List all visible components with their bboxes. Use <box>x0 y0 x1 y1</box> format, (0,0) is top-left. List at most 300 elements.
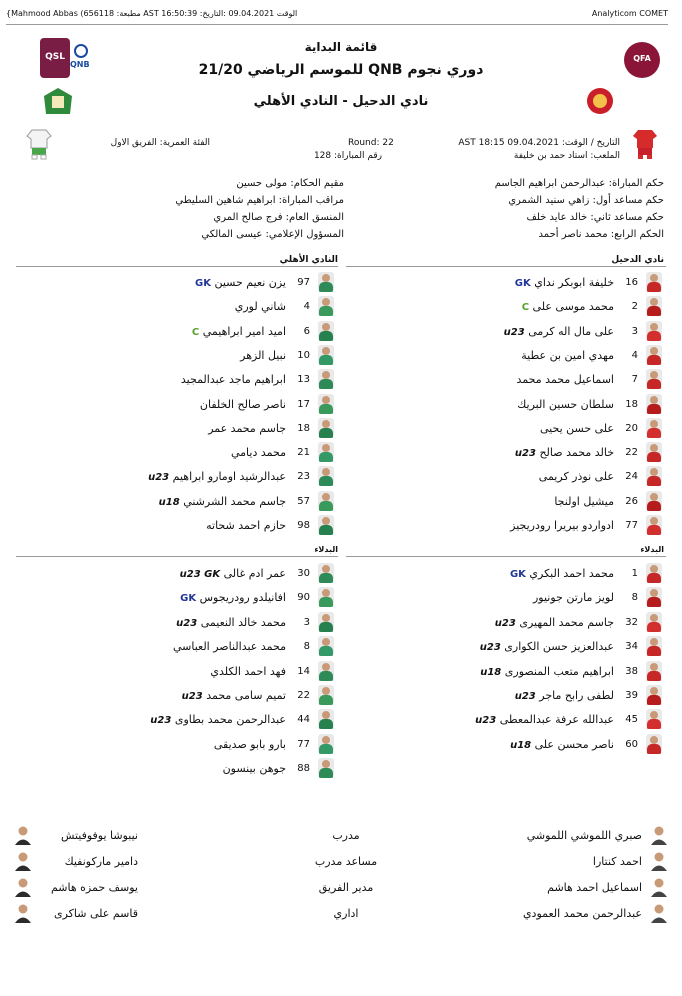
match-round: Round: 22 <box>348 138 394 148</box>
player-photo-shirt <box>647 671 661 681</box>
away-staff-name: يوسف حمزه هاشم <box>50 881 138 894</box>
player-name-text: محمد موسى على <box>532 300 614 314</box>
player-name-text: نبيل الزهر <box>240 348 286 362</box>
player-photo-head <box>650 444 658 452</box>
official-coordinator: المنسق العام: فرج صالح المري <box>213 212 344 223</box>
player-photo-head <box>322 371 330 379</box>
home-staff-name: احمد كنتارا <box>592 855 642 868</box>
player-photo-head <box>650 347 658 355</box>
player-name <box>206 519 286 532</box>
player-photo-icon <box>318 758 334 778</box>
official-assistant-1: حكم مساعد أول: زاهي سنيد الشمري <box>508 195 664 206</box>
player-photo-icon <box>318 272 334 292</box>
player-photo-icon <box>646 369 662 389</box>
player-photo-shirt <box>647 379 661 389</box>
player-photo-head <box>322 274 330 282</box>
player-name <box>200 398 286 411</box>
player-row <box>346 685 666 707</box>
home-club-crest <box>585 86 615 116</box>
print-meta: {Mahmood Abbas (656118 :مطبعة AST 16:50:39 :الوقت 09.04.2021 :التاريخ <box>6 9 298 18</box>
player-name <box>235 300 286 313</box>
player-tag: u23 <box>176 617 198 629</box>
player-number: 17 <box>297 398 310 410</box>
official-assistant-2: حكم مساعد ثاني: خالد عايد خلف <box>526 212 664 223</box>
player-row <box>346 442 666 464</box>
player-tag: u23 <box>475 715 497 727</box>
player-photo-icon <box>646 442 662 462</box>
player-name <box>223 762 286 775</box>
player-photo-shirt <box>319 428 333 438</box>
home-staff-name: صبري اللموشي اللموشي <box>526 829 642 842</box>
match-stadium: الملعب: استاد حمد بن خليفة <box>513 151 620 161</box>
player-photo-shirt <box>319 306 333 316</box>
player-number: 39 <box>625 690 638 701</box>
player-photo-icon <box>646 321 662 341</box>
player-row <box>16 563 338 585</box>
player-photo-head <box>650 565 658 573</box>
player-name-text: تميم سامى محمد <box>206 689 286 702</box>
away-subs-divider <box>16 556 338 557</box>
player-photo-icon <box>646 636 662 656</box>
player-name <box>180 567 286 580</box>
player-photo-head <box>322 663 330 671</box>
player-name <box>180 591 286 604</box>
player-name <box>517 373 614 386</box>
player-photo-head <box>650 396 658 404</box>
player-row <box>16 636 338 658</box>
home-kit-icon <box>632 128 658 160</box>
away-subs-list <box>16 563 338 783</box>
player-photo-head <box>322 687 330 695</box>
official-media: المسؤول الإعلامي: عيسى المالكي <box>201 229 344 240</box>
player-photo-head <box>322 493 330 501</box>
away-subs-header: البدلاء <box>314 545 338 554</box>
player-number: 30 <box>297 568 310 579</box>
player-row <box>16 612 338 634</box>
player-photo-shirt <box>647 622 661 632</box>
player-row <box>16 709 338 731</box>
player-name-text: عبدالرشيد اومارو ابراهيم <box>172 470 286 484</box>
player-photo-icon <box>318 369 334 389</box>
player-photo-head <box>650 663 658 671</box>
player-photo-shirt <box>647 355 661 365</box>
staff-role: اداري <box>333 907 359 920</box>
home-staff-photo-icon <box>650 851 668 871</box>
player-name-text: ابراهيم متعب المنصورى <box>504 664 614 678</box>
player-photo-shirt <box>647 501 661 511</box>
official-assessor: مقيم الحكام: مولى حسين <box>236 178 344 189</box>
staff-role: مدرب <box>332 829 360 842</box>
player-row <box>346 587 666 609</box>
player-number: 10 <box>297 349 310 361</box>
player-photo-icon <box>646 345 662 365</box>
player-name-text: لطفى رابح ماجر <box>539 689 614 702</box>
player-photo-shirt <box>319 476 333 486</box>
player-photo-shirt <box>647 306 661 316</box>
qfa-logo-text: QFA <box>633 54 651 63</box>
official-fourth: الحكم الرابع: محمد ناصر أحمد <box>538 229 664 240</box>
player-photo-icon <box>318 636 334 656</box>
player-name <box>517 398 614 411</box>
player-tag: GK <box>195 278 211 289</box>
player-name <box>522 300 614 313</box>
player-photo-head <box>322 444 330 452</box>
player-photo-shirt <box>647 573 661 583</box>
home-staff-photo-icon <box>650 903 668 923</box>
player-name-text: حازم احمد شحاته <box>206 519 286 532</box>
player-photo-shirt <box>647 744 661 754</box>
player-name <box>231 446 286 459</box>
home-team-header: نادي الدحيل <box>611 255 664 265</box>
player-photo-head <box>322 517 330 525</box>
player-tag: GK <box>180 593 197 605</box>
player-name-text: لويز مارتن جونيور <box>532 591 614 605</box>
home-staff-name: اسماعيل احمد هاشم <box>547 881 642 894</box>
player-photo-icon <box>318 345 334 365</box>
player-photo-icon <box>646 685 662 705</box>
system-name: Analyticom COMET <box>591 9 668 18</box>
player-name-text: ناصر صالح الخلفان <box>199 397 286 411</box>
qsl-logo-text: QSL <box>45 52 65 62</box>
player-row <box>346 709 666 731</box>
player-row <box>16 369 338 391</box>
player-name-text: جاسم محمد الشرشني <box>183 494 286 508</box>
player-photo-shirt <box>647 428 661 438</box>
away-staff-name: قاسم على شاكرى <box>54 907 138 920</box>
player-number: 38 <box>625 665 638 677</box>
player-photo-shirt <box>319 525 333 535</box>
player-name <box>214 738 286 751</box>
player-photo-icon <box>646 272 662 292</box>
player-photo-shirt <box>319 452 333 462</box>
home-staff-name: عبدالرحمن محمد العمودي <box>522 907 642 920</box>
player-name <box>515 276 614 289</box>
player-name-text: عمر ادم غالى <box>223 567 286 580</box>
player-number: 60 <box>625 738 638 750</box>
player-row <box>16 587 338 609</box>
player-tag: GK <box>514 278 531 289</box>
player-row <box>346 636 666 658</box>
player-row <box>346 515 666 537</box>
player-name <box>176 616 286 629</box>
player-photo-head <box>322 565 330 573</box>
player-photo-shirt <box>319 768 333 778</box>
player-name <box>182 689 286 702</box>
player-tag: u23 <box>479 642 501 654</box>
player-name <box>515 689 614 702</box>
away-staff-photo-icon <box>14 825 32 845</box>
player-row <box>16 272 338 294</box>
player-photo-icon <box>646 661 662 681</box>
player-row <box>346 296 666 318</box>
player-tag: u18 <box>158 496 180 508</box>
player-name-text: شاني لوري <box>234 300 286 314</box>
player-tag: u23 <box>150 715 172 727</box>
player-photo-head <box>650 589 658 597</box>
player-photo-head <box>650 517 658 525</box>
player-number: 21 <box>297 447 310 459</box>
official-commissioner: مراقب المباراة: ابراهيم شاهين السليطي <box>175 195 344 206</box>
player-photo-head <box>650 493 658 501</box>
player-tag: u23 <box>503 326 525 338</box>
player-number: 26 <box>625 495 638 507</box>
player-photo-head <box>322 298 330 306</box>
away-staff-name: دامير ماركونفيك <box>64 855 138 868</box>
player-name <box>521 349 614 362</box>
player-photo-head <box>650 687 658 695</box>
player-name-text: ميشيل اولنجا <box>554 494 614 508</box>
player-photo-head <box>650 420 658 428</box>
player-photo-icon <box>646 563 662 583</box>
player-row <box>346 612 666 634</box>
player-photo-head <box>322 323 330 331</box>
player-name <box>539 470 614 483</box>
player-name-text: جاسم محمد عمر <box>208 421 286 435</box>
away-team-divider <box>16 266 338 267</box>
player-photo-shirt <box>647 452 661 462</box>
player-name-text: عبدالله عرفة عبدالمعطى <box>499 713 614 727</box>
player-name-text: افانيلدو رودريجوس <box>199 591 286 605</box>
player-tag: u23 GK <box>179 569 221 580</box>
player-number: 14 <box>297 665 310 677</box>
player-tag: u18 <box>480 666 502 678</box>
player-photo-shirt <box>319 646 333 656</box>
player-photo-shirt <box>319 501 333 511</box>
player-photo-head <box>650 323 658 331</box>
player-photo-head <box>322 420 330 428</box>
player-number: 57 <box>297 495 310 507</box>
player-photo-icon <box>318 563 334 583</box>
player-name-text: عبدالرحمن محمد بطاوى <box>174 713 286 727</box>
player-row <box>346 369 666 391</box>
player-row <box>16 418 338 440</box>
home-subs-divider <box>346 556 666 557</box>
player-photo-shirt <box>319 671 333 681</box>
player-photo-icon <box>318 734 334 754</box>
player-name <box>150 713 286 726</box>
player-number: 3 <box>631 325 638 337</box>
player-photo-shirt <box>319 597 333 607</box>
player-number: 6 <box>303 325 310 337</box>
player-photo-head <box>322 589 330 597</box>
home-team-divider <box>346 266 666 267</box>
player-name-text: خالد محمد صالح <box>539 446 614 460</box>
player-row <box>16 321 338 343</box>
player-number: 22 <box>297 690 310 701</box>
player-row <box>346 661 666 683</box>
player-name <box>510 567 614 580</box>
player-name <box>195 276 286 289</box>
age-group: الفئة العمرية: الفريق الاول <box>110 138 210 148</box>
away-club-crest <box>42 86 74 118</box>
player-tag: u23 <box>181 691 203 702</box>
player-number: 1 <box>631 568 638 579</box>
player-row <box>16 442 338 464</box>
player-photo-shirt <box>647 525 661 535</box>
player-row <box>346 394 666 416</box>
player-photo-icon <box>318 685 334 705</box>
player-row <box>346 466 666 488</box>
player-photo-icon <box>646 515 662 535</box>
player-photo-head <box>650 371 658 379</box>
player-row <box>16 685 338 707</box>
player-photo-shirt <box>319 379 333 389</box>
player-name-text: يزن نعيم حسين <box>214 276 286 289</box>
player-number: 7 <box>631 374 638 386</box>
player-photo-shirt <box>319 573 333 583</box>
player-name-text: على حسن يحيى <box>539 421 614 435</box>
player-name-text: جاسم محمد المهيرى <box>519 615 614 629</box>
player-number: 90 <box>297 592 310 604</box>
player-tag: u23 <box>514 448 536 460</box>
player-tag: u23 <box>514 691 536 702</box>
away-team-header: النادي الأهلي <box>279 255 338 265</box>
player-number: 18 <box>297 422 310 434</box>
player-number: 4 <box>631 349 638 361</box>
player-photo-icon <box>646 394 662 414</box>
player-photo-shirt <box>319 719 333 729</box>
player-photo-shirt <box>647 597 661 607</box>
player-tag: C <box>191 326 200 338</box>
player-photo-head <box>650 298 658 306</box>
player-number: 18 <box>625 398 638 410</box>
player-photo-shirt <box>319 404 333 414</box>
player-photo-head <box>650 736 658 744</box>
player-photo-icon <box>318 709 334 729</box>
player-name <box>208 422 286 435</box>
home-subs-header: البدلاء <box>640 545 664 554</box>
player-photo-icon <box>646 612 662 632</box>
player-row <box>16 515 338 537</box>
player-photo-icon <box>318 418 334 438</box>
player-number: 23 <box>297 471 310 483</box>
player-row <box>16 296 338 318</box>
staff-role: مدير الفريق <box>318 881 374 894</box>
player-photo-head <box>322 760 330 768</box>
player-number: 8 <box>303 641 310 653</box>
player-name-text: سلطان حسين البريك <box>517 397 614 411</box>
player-name <box>192 325 286 338</box>
player-number: 20 <box>625 422 638 434</box>
player-name <box>510 738 614 751</box>
player-number: 98 <box>297 520 310 531</box>
away-staff-photo-icon <box>14 877 32 897</box>
player-name <box>475 713 614 726</box>
player-name-text: على نوذر كريمى <box>538 470 614 484</box>
player-photo-shirt <box>647 476 661 486</box>
player-name-text: بارو بابو صديقى <box>213 737 286 751</box>
player-name <box>554 495 614 508</box>
player-name <box>480 665 614 678</box>
player-name-text: ناصر محسن على <box>534 737 614 751</box>
player-photo-icon <box>318 515 334 535</box>
top-divider <box>6 24 668 25</box>
player-name <box>504 325 614 338</box>
match-date-time: التاريخ / الوقت: 09.04.2021 AST 18:15 <box>458 138 620 148</box>
player-name <box>148 470 286 483</box>
player-tag: u23 <box>148 472 170 484</box>
player-photo-icon <box>646 587 662 607</box>
player-name-text: مهدي امين بن عطية <box>521 348 614 362</box>
match-number: رقم المباراة: 128 <box>313 151 382 161</box>
player-name-text: محمد ديامي <box>231 446 286 460</box>
player-photo-shirt <box>647 404 661 414</box>
player-row <box>16 758 338 780</box>
player-row <box>346 491 666 513</box>
player-photo-head <box>650 468 658 476</box>
player-photo-icon <box>318 587 334 607</box>
player-name <box>181 373 286 386</box>
player-photo-head <box>650 614 658 622</box>
player-photo-icon <box>318 466 334 486</box>
player-row <box>16 734 338 756</box>
player-row <box>346 563 666 585</box>
player-name <box>515 446 614 459</box>
player-photo-shirt <box>647 695 661 705</box>
player-photo-head <box>322 614 330 622</box>
player-photo-head <box>322 347 330 355</box>
player-photo-shirt <box>319 744 333 754</box>
player-photo-icon <box>318 442 334 462</box>
player-photo-head <box>322 468 330 476</box>
player-number: 3 <box>303 616 310 628</box>
player-row <box>346 418 666 440</box>
player-photo-head <box>650 711 658 719</box>
player-photo-shirt <box>319 331 333 341</box>
player-tag: u18 <box>510 739 532 751</box>
player-number: 34 <box>625 641 638 653</box>
qnb-text: QNB <box>70 60 90 69</box>
away-starters-list <box>16 272 338 542</box>
player-name-text: ادواردو بيريرا رودريجيز <box>510 519 614 532</box>
player-name <box>159 495 286 508</box>
player-number: 8 <box>631 592 638 604</box>
player-photo-head <box>322 711 330 719</box>
player-row <box>346 734 666 756</box>
away-staff-name: نيبوشا يوفوفيتش <box>60 829 138 842</box>
league-title: دوري نجوم QNB للموسم الرياضي 21/20 <box>198 62 484 78</box>
player-photo-shirt <box>319 355 333 365</box>
player-photo-icon <box>318 612 334 632</box>
player-photo-icon <box>646 418 662 438</box>
player-row <box>346 345 666 367</box>
player-number: 32 <box>625 616 638 628</box>
home-starters-list <box>346 272 666 542</box>
player-photo-shirt <box>647 719 661 729</box>
player-name-text: جوهن بينسون <box>222 762 286 776</box>
player-number: 2 <box>631 301 638 313</box>
player-photo-icon <box>646 709 662 729</box>
player-number: 97 <box>297 277 310 288</box>
player-name <box>495 616 614 629</box>
player-photo-head <box>650 274 658 282</box>
player-row <box>346 321 666 343</box>
player-number: 22 <box>625 447 638 459</box>
player-name-text: محمد عبدالناصر العباسي <box>172 640 286 654</box>
player-row <box>16 394 338 416</box>
player-photo-head <box>322 638 330 646</box>
player-name <box>240 349 286 362</box>
player-number: 44 <box>297 714 310 726</box>
player-number: 24 <box>625 471 638 483</box>
player-tag: u23 <box>494 617 516 629</box>
player-photo-icon <box>318 394 334 414</box>
player-photo-icon <box>646 466 662 486</box>
staff-role: مساعد مدرب <box>314 855 378 868</box>
staff-section <box>0 825 682 945</box>
home-staff-photo-icon <box>650 877 668 897</box>
doc-title: قائمة البداية <box>304 40 378 54</box>
